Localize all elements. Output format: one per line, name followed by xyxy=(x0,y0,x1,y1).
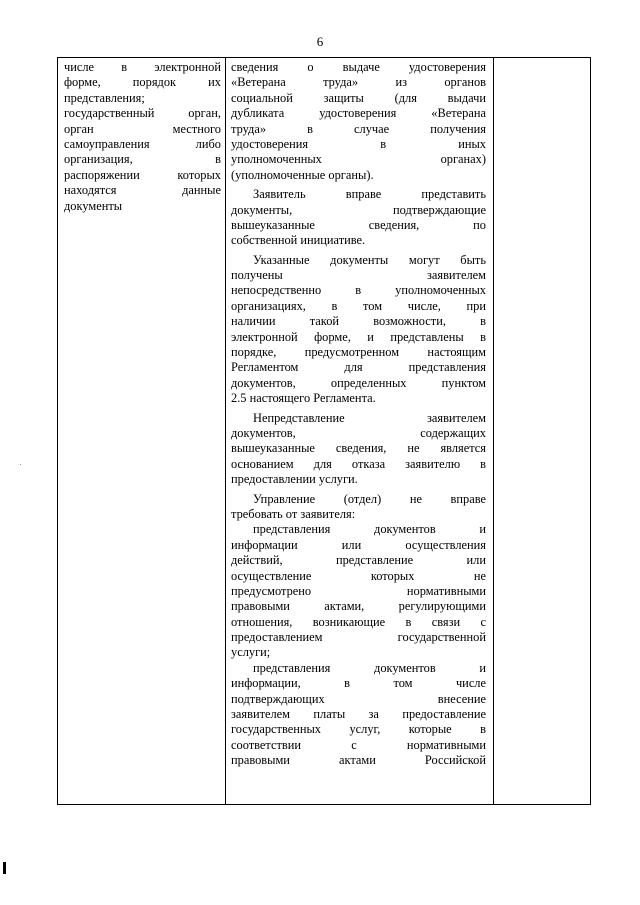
middle-column-line: 2.5 настоящего Регламента. xyxy=(231,391,376,406)
middle-column-line: основанием для отказа заявителю в xyxy=(231,456,486,471)
middle-column-line: уполномоченных органах) xyxy=(231,152,486,167)
middle-column-line: действий, представление или xyxy=(231,553,486,568)
middle-column-line: наличии такой возможности, в xyxy=(231,314,486,329)
column-divider-2 xyxy=(493,58,494,804)
column-divider-1 xyxy=(225,58,226,804)
middle-column-line: вышеуказанные сведения, по xyxy=(231,217,486,232)
middle-column-line: отношения, возникающие в связи с xyxy=(231,614,486,629)
scan-speck xyxy=(20,464,21,465)
left-column-line: представления; xyxy=(64,90,145,105)
left-column-line: государственный орган, xyxy=(64,106,221,121)
middle-column-line: вышеуказанные сведения, не является xyxy=(231,441,486,456)
middle-column-line: получены заявителем xyxy=(231,268,486,283)
middle-column-line: социальной защиты (для выдачи xyxy=(231,90,486,105)
middle-column-line: (уполномоченные органы). xyxy=(231,167,374,182)
middle-column-line: документы, подтверждающие xyxy=(231,202,486,217)
left-column-line: самоуправления либо xyxy=(64,136,221,151)
middle-column-line: соответствии с нормативными xyxy=(231,737,486,752)
left-column-line: орган местного xyxy=(64,121,221,136)
document-table xyxy=(57,57,591,805)
middle-column-text xyxy=(231,60,486,769)
middle-column-line: предоставлении услуги. xyxy=(231,472,358,487)
middle-column-line: непосредственно в уполномоченных xyxy=(231,283,486,298)
middle-column-line: осуществление которых не xyxy=(231,568,486,583)
middle-column-line: заявителем платы за предоставление xyxy=(231,707,486,722)
middle-column-line: документов, определенных пунктом xyxy=(231,375,486,390)
middle-column-line: правовыми актами Российской xyxy=(231,753,486,768)
middle-column-line: труда» в случае получения xyxy=(231,121,486,136)
middle-column-line: требовать от заявителя: xyxy=(231,506,356,521)
left-column-line: организация, в xyxy=(64,152,221,167)
middle-column-line: Указанные документы могут быть xyxy=(253,252,486,267)
middle-column-line: предусмотрено нормативными xyxy=(231,583,486,598)
middle-column-line: представления документов и xyxy=(253,522,486,537)
middle-column-line: «Ветерана труда» из органов xyxy=(231,75,486,90)
middle-column-line: организациях, в том числе, при xyxy=(231,298,486,313)
middle-column-line: государственных услуг, которые в xyxy=(231,722,486,737)
middle-column-line: дубликата удостоверения «Ветерана xyxy=(231,106,486,121)
middle-column-line: документов, содержащих xyxy=(231,425,486,440)
middle-column-line: предоставлением государственной xyxy=(231,630,486,645)
middle-column-line: подтверждающих внесение xyxy=(231,691,486,706)
left-column-line: находятся данные xyxy=(64,183,221,198)
left-column-text xyxy=(64,60,221,214)
middle-column-line: информации или осуществления xyxy=(231,537,486,552)
middle-column-line: услуги; xyxy=(231,645,271,660)
middle-column-line: электронной форме, и представлены в xyxy=(231,329,486,344)
middle-column-line: Управление (отдел) не вправе xyxy=(253,491,486,506)
middle-column-line: правовыми актами, регулирующими xyxy=(231,599,486,614)
middle-column-line: порядке, предусмотренном настоящим xyxy=(231,345,486,360)
margin-mark xyxy=(3,862,6,874)
middle-column-line: информации, в том числе xyxy=(231,676,486,691)
middle-column-line: представления документов и xyxy=(253,660,486,675)
middle-column-line: Непредставление заявителем xyxy=(253,410,486,425)
left-column-line: распоряжении которых xyxy=(64,167,221,182)
middle-column-line: Регламентом для представления xyxy=(231,360,486,375)
left-column-line: документы xyxy=(64,198,123,213)
middle-column-line: сведения о выдаче удостоверения xyxy=(231,60,486,74)
left-column-line: форме, порядок их xyxy=(64,75,221,90)
middle-column-line: удостоверения в иных xyxy=(231,136,486,151)
middle-column-line: собственной инициативе. xyxy=(231,233,366,248)
page-number: 6 xyxy=(316,34,324,49)
middle-column-line: Заявитель вправе представить xyxy=(253,187,486,202)
left-column-line: числе в электронной xyxy=(64,60,221,74)
